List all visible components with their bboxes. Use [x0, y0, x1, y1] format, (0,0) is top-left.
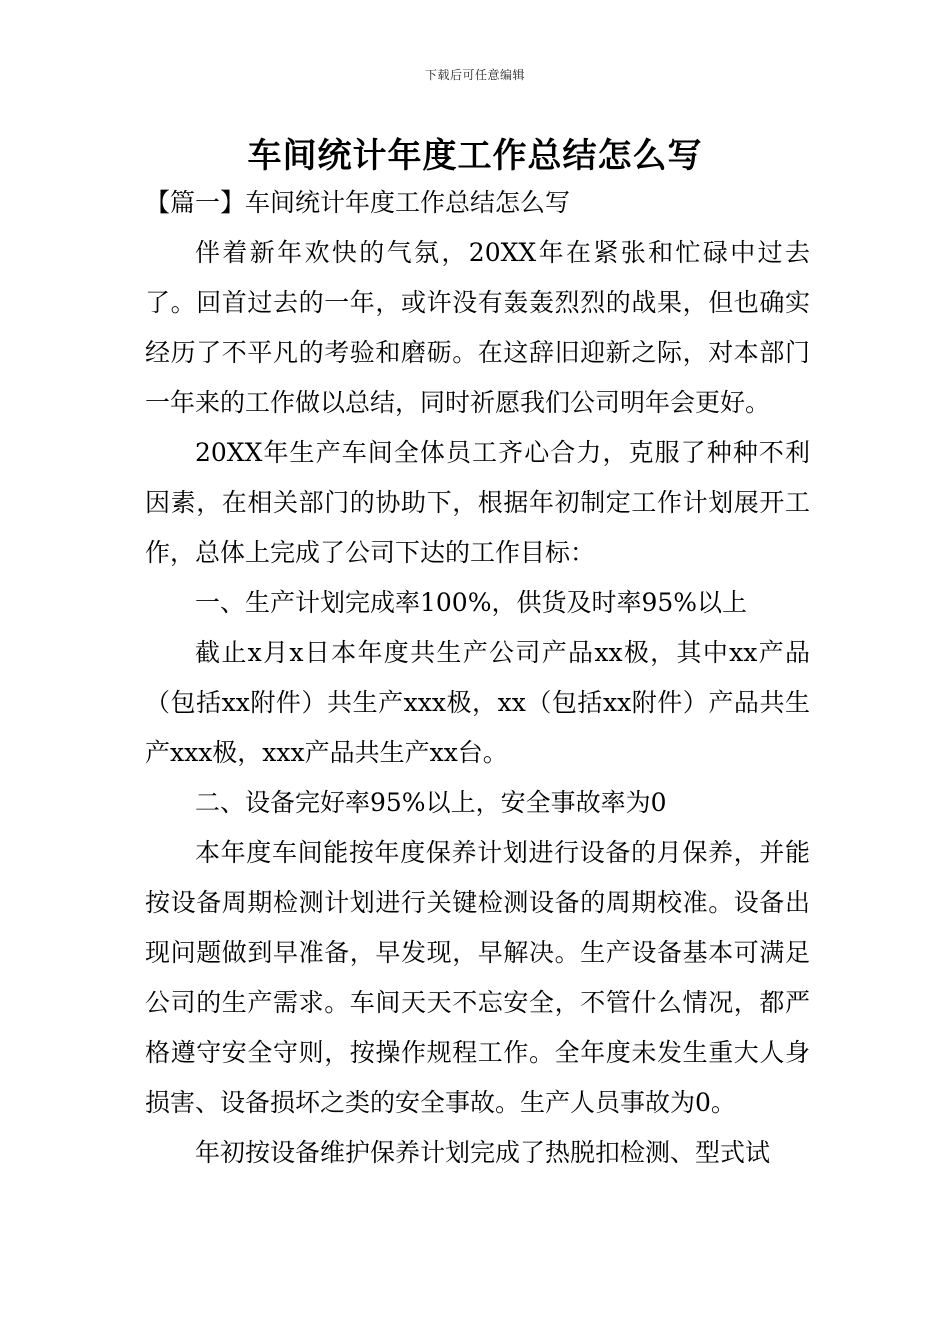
- paragraph-production: 截止x月x日本年度共生产公司产品xx极，其中xx产品（包括xx附件）共生产xxx极，xx（包括xx附件）产品共生产xxx极，xxx产品共生产xx台。: [145, 638, 810, 767]
- paragraph-maintenance: 年初按设备维护保养计划完成了热脱扣检测、型式试: [195, 1138, 771, 1167]
- paragraph-overview: 20XX年生产车间全体员工齐心合力，克服了种种不利因素，在相关部门的协助下，根据年初制定工作计划展开工作，总体上完成了公司下达的工作目标：: [145, 438, 810, 567]
- section-heading: 【篇一】车间统计年度工作总结怎么写: [145, 188, 571, 217]
- paragraph-intro: 伴着新年欢快的气氛，20XX年在紧张和忙碌中过去了。回首过去的一年，或许没有轰轰烈烈的战果，但也确实经历了不平凡的考验和磨砺。在这辞旧迎新之际，对本部门一年来的工作做以总结，同时祈愿我们公司明年会更好。: [145, 238, 810, 417]
- subheading-equipment: 二、设备完好率95%以上，安全事故率为0: [195, 788, 667, 817]
- paragraph-equipment: 本年度车间能按年度保养计划进行设备的月保养，并能按设备周期检测计划进行关键检测设备的周期校准。设备出现问题做到早准备，早发现，早解决。生产设备基本可满足公司的生产需求。车间天天不忘安全，不管什么情况，都严格遵守安全守则，按操作规程工作。全年度未发生重大人身损害、设备损坏之类的安全事故。生产人员事故为0。: [145, 838, 810, 1117]
- header-note: 下载后可任意编辑: [424, 68, 525, 82]
- subheading-production: 一、生产计划完成率100%，供货及时率95%以上: [195, 588, 748, 617]
- document-body: [145, 178, 810, 1178]
- document-title: 车间统计年度工作总结怎么写: [247, 136, 703, 176]
